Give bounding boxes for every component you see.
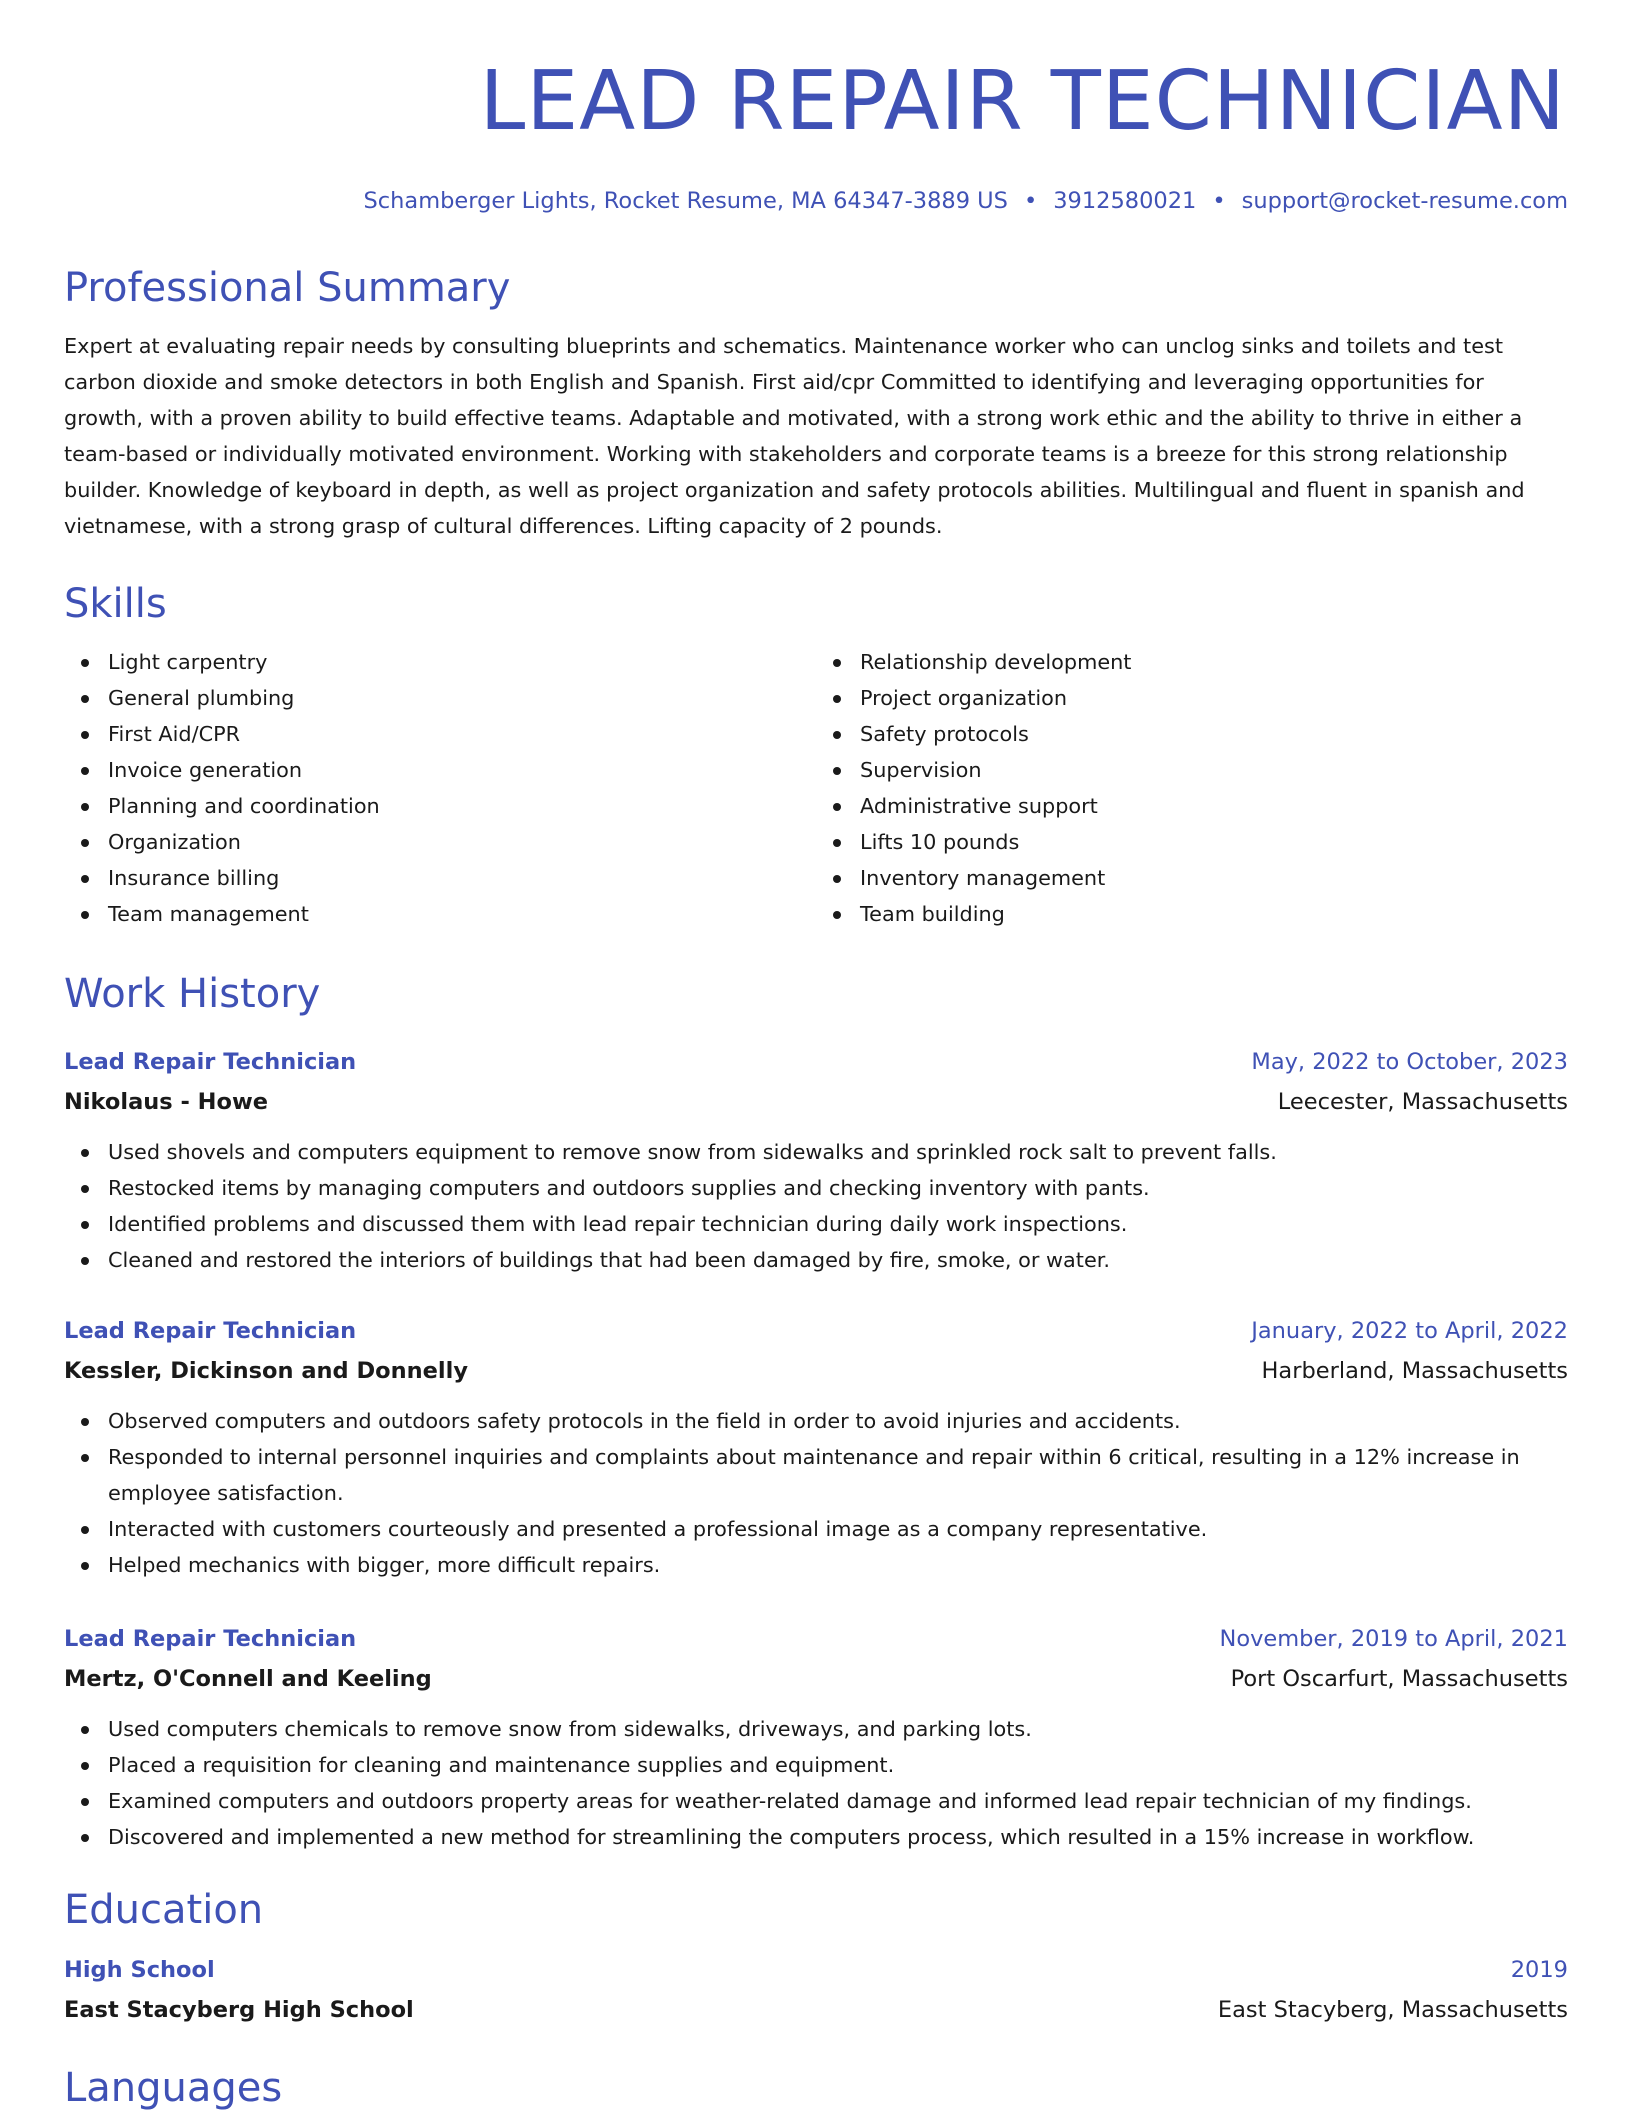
job-company: Mertz, O'Connell and Keeling: [64, 1666, 432, 1692]
skills-heading: Skills: [64, 581, 167, 627]
skills-list-left: [64, 644, 816, 932]
summary-section: [64, 262, 1568, 544]
skill-item: Relationship development: [860, 644, 1568, 680]
contact-phone: 3912580021: [1053, 188, 1197, 214]
job-entry: [64, 1619, 1568, 1855]
skill-item: Insurance billing: [108, 860, 816, 896]
skill-item: Team building: [860, 896, 1568, 932]
skill-item: Lifts 10 pounds: [860, 824, 1568, 860]
job-company-row: [64, 1351, 1568, 1391]
job-bullet: Identified problems and discussed them with lead repair technician during daily work inspections.: [108, 1206, 1568, 1242]
job-bullet: Cleaned and restored the interiors of buildings that had been damaged by fire, smoke, or water.: [108, 1242, 1568, 1278]
skill-item: Administrative support: [860, 788, 1568, 824]
job-location: Port Oscarfurt, Massachusetts: [1230, 1666, 1568, 1692]
job-entry: [64, 1311, 1568, 1583]
contact-line: [64, 186, 1568, 216]
job-title-row: [64, 1042, 1568, 1082]
resume-header: [64, 0, 1568, 216]
job-company: Nikolaus - Howe: [64, 1089, 269, 1115]
skills-columns: [64, 644, 1568, 932]
job-dates: January, 2022 to April, 2022: [1251, 1318, 1568, 1344]
job-title: Lead Repair Technician: [64, 1049, 357, 1075]
skills-list-right: [816, 644, 1568, 932]
job-bullet: Restocked items by managing computers and outdoors supplies and checking inventory with pants.: [108, 1170, 1568, 1206]
work-history-heading: Work History: [64, 971, 321, 1017]
skill-item: Planning and coordination: [108, 788, 816, 824]
job-bullets: [64, 1403, 1568, 1583]
job-dates: May, 2022 to October, 2023: [1251, 1049, 1568, 1075]
job-bullet: Helped mechanics with bigger, more difficult repairs.: [108, 1547, 1568, 1583]
job-bullet: Used computers chemicals to remove snow from sidewalks, driveways, and parking lots.: [108, 1711, 1568, 1747]
job-bullet: Used shovels and computers equipment to remove snow from sidewalks and sprinkled rock salt to prevent falls.: [108, 1134, 1568, 1170]
job-bullet: Placed a requisition for cleaning and maintenance supplies and equipment.: [108, 1747, 1568, 1783]
summary-heading: Professional Summary: [64, 265, 511, 311]
skill-item: Safety protocols: [860, 716, 1568, 752]
skill-item: Invoice generation: [108, 752, 816, 788]
job-entry: [64, 1042, 1568, 1278]
job-bullets: [64, 1134, 1568, 1278]
skill-item: Team management: [108, 896, 816, 932]
contact-email[interactable]: support@rocket-resume.com: [1241, 188, 1568, 214]
job-company-row: [64, 1082, 1568, 1122]
education-year: 2019: [1510, 1957, 1568, 1983]
education-degree-row: [64, 1950, 1568, 1990]
work-history-section: [64, 968, 1568, 1849]
education-school-row: [64, 1990, 1568, 2030]
skill-item: Project organization: [860, 680, 1568, 716]
separator-dot: •: [1023, 188, 1038, 214]
education-entry: [64, 1950, 1568, 2030]
job-title-row: [64, 1311, 1568, 1351]
skill-item: First Aid/CPR: [108, 716, 816, 752]
education-section: [64, 1884, 1568, 2030]
job-bullet: Responded to internal personnel inquiries and complaints about maintenance and repair within 6 critical, resulting in a 12% increase in employee satisfaction.: [108, 1439, 1568, 1511]
education-location: East Stacyberg, Massachusetts: [1217, 1997, 1568, 2023]
job-company: Kessler, Dickinson and Donnelly: [64, 1358, 469, 1384]
page-title: LEAD REPAIR TECHNICIAN: [479, 54, 1566, 149]
job-company-row: [64, 1659, 1568, 1699]
job-title-row: [64, 1619, 1568, 1659]
job-bullets: [64, 1711, 1568, 1855]
skills-section: [64, 578, 1568, 932]
job-title: Lead Repair Technician: [64, 1626, 357, 1652]
skill-item: Light carpentry: [108, 644, 816, 680]
skill-item: Inventory management: [860, 860, 1568, 896]
job-title: Lead Repair Technician: [64, 1318, 357, 1344]
job-bullet: Examined computers and outdoors property areas for weather-related damage and informed lead repair technician of my findings.: [108, 1783, 1568, 1819]
contact-address: Schamberger Lights, Rocket Resume, MA 64347-3889 US: [363, 188, 1008, 214]
skill-item: Supervision: [860, 752, 1568, 788]
job-bullet: Interacted with customers courteously and presented a professional image as a company representative.: [108, 1511, 1568, 1547]
job-dates: November, 2019 to April, 2021: [1219, 1626, 1568, 1652]
job-bullet: Discovered and implemented a new method for streamlining the computers process, which resulted in a 15% increase in workflow.: [108, 1819, 1568, 1855]
job-bullet: Observed computers and outdoors safety protocols in the field in order to avoid injuries and accidents.: [108, 1403, 1568, 1439]
education-degree: High School: [64, 1957, 215, 1983]
skill-item: Organization: [108, 824, 816, 860]
languages-heading: Languages: [64, 2065, 283, 2111]
skill-item: General plumbing: [108, 680, 816, 716]
languages-section: [64, 2062, 1568, 2114]
job-location: Harberland, Massachusetts: [1261, 1358, 1568, 1384]
job-location: Leecester, Massachusetts: [1277, 1089, 1568, 1115]
summary-text: Expert at evaluating repair needs by consulting blueprints and schematics. Maintenance worker who can unclog sinks and toilets and test carbon dioxide and smoke detectors in both English and Spanish. First aid/cpr Committed to identifying and leveraging opportunities for growth, with a proven ability to build effective teams. Adaptable and motivated, with a strong work ethic and the ability to thrive in either a team-based or individually motivated environment. Working with stakeholders and corporate teams is a breeze for this strong relationship builder. Knowledge of keyboard in depth, as well as project organization and safety protocols abilities. Multilingual and fluent in spanish and vietnamese, with a strong grasp of cultural differences. Lifting capacity of 2 pounds.: [64, 334, 1525, 538]
education-school: East Stacyberg High School: [64, 1997, 414, 2023]
separator-dot: •: [1212, 188, 1226, 214]
education-heading: Education: [64, 1887, 264, 1933]
